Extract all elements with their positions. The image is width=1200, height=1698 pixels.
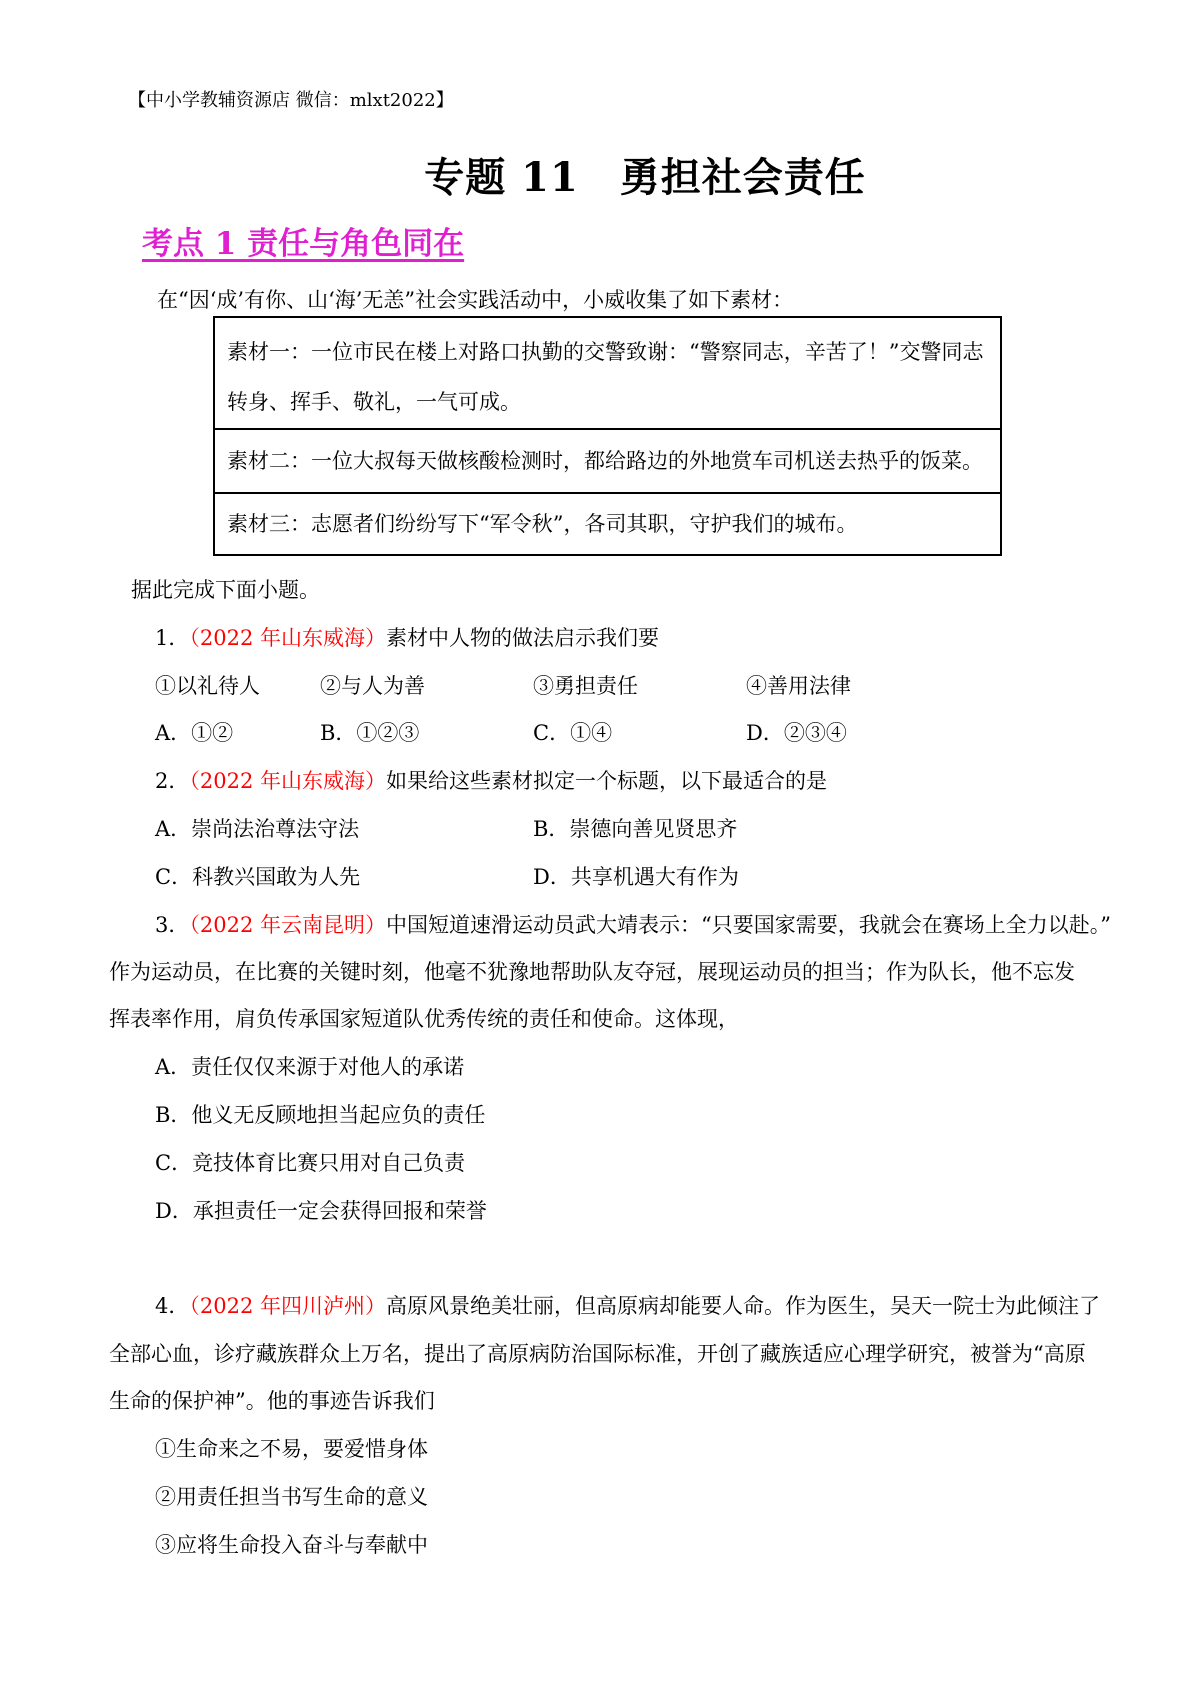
q1-number: 1． [155, 626, 190, 650]
question-4 [155, 1290, 1100, 1320]
instruction-text: 据此完成下面小题。 [131, 578, 320, 602]
q2-source: （2022 年山东威海） [189, 769, 386, 793]
q1-stem: 素材中人物的做法启示我们要 [386, 626, 659, 650]
header-watermark: 【中小学教辅资源店 微信：mlxt2022】 [128, 90, 454, 111]
material-1 [215, 318, 1000, 430]
question-3 [155, 909, 1111, 939]
material-1-line1: 素材一：一位市民在楼上对路口执勤的交警致谢：“警察同志，辛苦了！”交警同志 [227, 340, 984, 364]
q4-source: （2022 年四川泸州） [189, 1294, 386, 1318]
q2-stem: 如果给这些素材拟定一个标题，以下最适合的是 [386, 769, 827, 793]
q4-number: 4． [155, 1294, 190, 1318]
q2-number: 2． [155, 769, 190, 793]
section-heading: 考点 1 责任与角色同在 [142, 226, 465, 262]
q4-item-2: ②用责任担当书写生命的意义 [155, 1485, 428, 1509]
q4-stem-1: 高原风景绝美壮丽，但高原病却能要人命。作为医生，吴天一院士为此倾注了 [386, 1294, 1100, 1318]
q4-stem-3: 生命的保护神”。他的事迹告诉我们 [109, 1389, 435, 1413]
material-1-line2: 转身、挥手、敬礼，一气可成。 [227, 390, 521, 414]
question-1 [155, 622, 659, 652]
q1-item-4: ④善用法律 [746, 674, 851, 698]
q3-stem-1: 中国短道速滑运动员武大靖表示：“只要国家需要，我就会在赛场上全力以赴。” [386, 913, 1111, 937]
q3-stem-2: 作为运动员，在比赛的关键时刻，他毫不犹豫地帮助队友夺冠，展现运动员的担当；作为队长，他不忘发 [109, 960, 1075, 984]
material-2: 素材二：一位大叔每天做核酸检测时，都给路边的外地赏车司机送去热乎的饭菜。 [215, 430, 1000, 494]
q2-option-d: D．共享机遇大有作为 [533, 865, 739, 889]
q4-stem-2: 全部心血，诊疗藏族群众上万名，提出了高原病防治国际标准，开创了藏族适应心理学研究，被誉为“高原 [109, 1342, 1086, 1366]
q4-item-1: ①生命来之不易，要爱惜身体 [155, 1437, 428, 1461]
q3-option-c: C．竞技体育比赛只用对自己负责 [155, 1151, 466, 1175]
q4-item-3: ③应将生命投入奋斗与奉献中 [155, 1533, 428, 1557]
question-2 [155, 765, 827, 795]
q2-option-b: B．崇德向善见贤思齐 [533, 817, 738, 841]
materials-table [213, 316, 1002, 556]
q1-source: （2022 年山东威海） [189, 626, 386, 650]
intro-text: 在“因‘成’有你、山‘海’无恙”社会实践活动中，小威收集了如下素材： [157, 288, 794, 312]
q2-option-a: A．崇尚法治尊法守法 [155, 817, 360, 841]
q1-item-2: ②与人为善 [320, 674, 425, 698]
q1-item-1: ①以礼待人 [155, 674, 260, 698]
q3-stem-3: 挥表率作用，肩负传承国家短道队优秀传统的责任和使命。这体现， [109, 1007, 739, 1031]
q1-option-c: C．①④ [533, 721, 613, 745]
q3-option-d: D．承担责任一定会获得回报和荣誉 [155, 1199, 487, 1223]
q1-item-3: ③勇担责任 [533, 674, 638, 698]
q1-option-d: D．②③④ [746, 721, 847, 745]
q3-source: （2022 年云南昆明） [189, 913, 386, 937]
material-3: 素材三：志愿者们纷纷写下“军令秋”，各司其职，守护我们的城布。 [227, 512, 858, 536]
q1-option-b: B．①②③ [320, 721, 420, 745]
q3-number: 3． [155, 913, 190, 937]
q3-option-a: A．责任仅仅来源于对他人的承诺 [155, 1055, 465, 1079]
q1-option-a: A．①② [155, 721, 234, 745]
page-title: 专题 11 勇担社会责任 [424, 154, 866, 201]
q2-option-c: C．科教兴国敢为人先 [155, 865, 361, 889]
q3-option-b: B．他义无反顾地担当起应负的责任 [155, 1103, 486, 1127]
